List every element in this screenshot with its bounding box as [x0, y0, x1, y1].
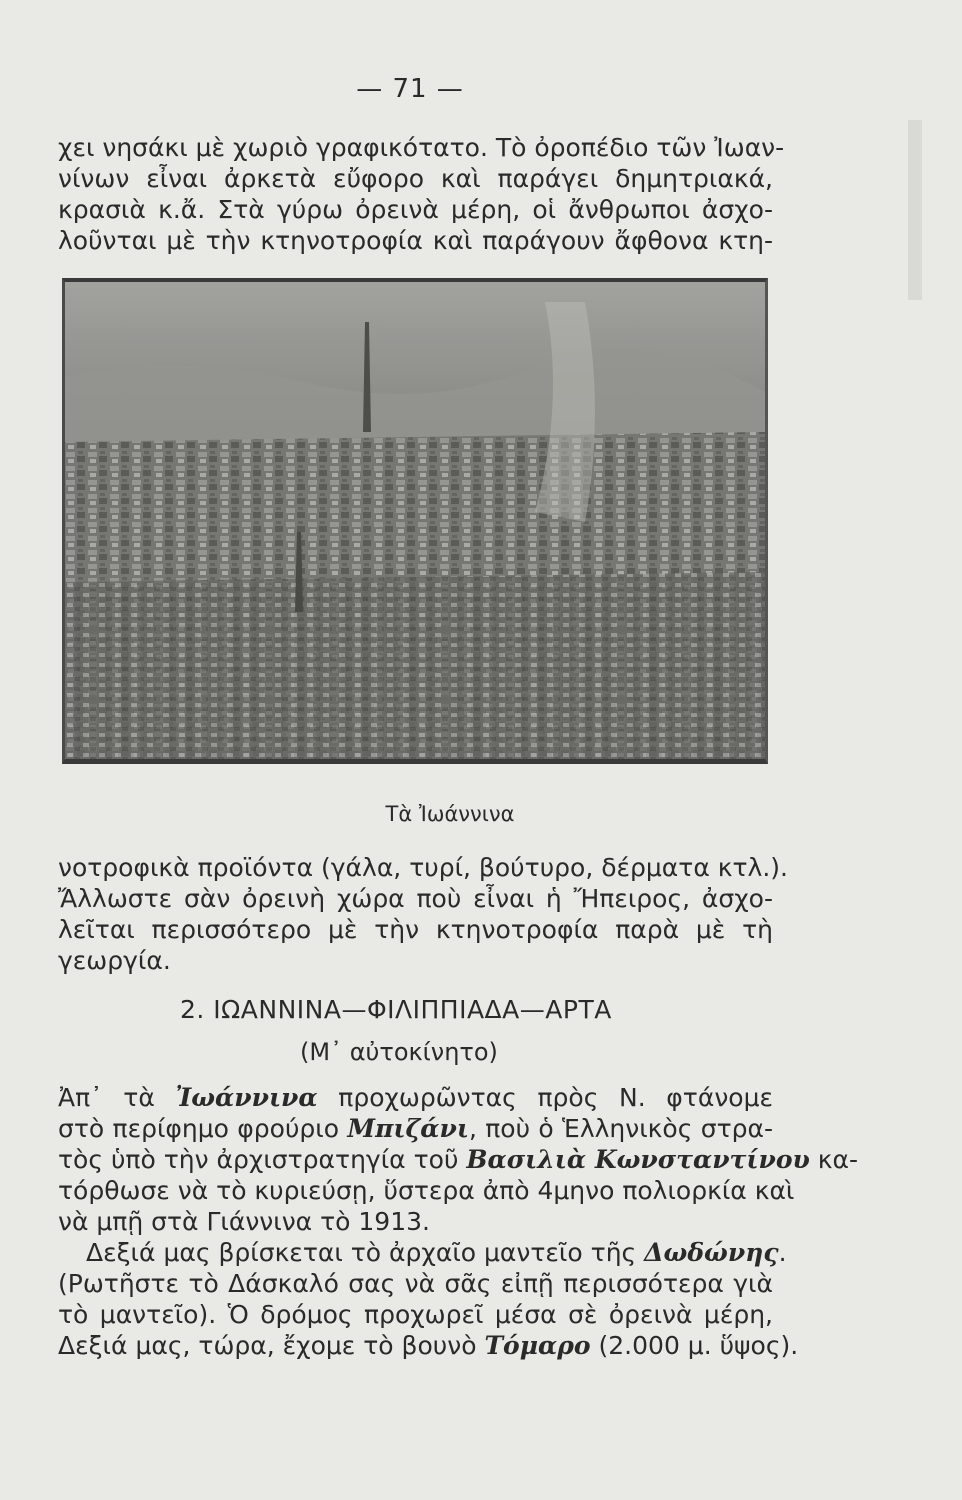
text-line: νοτροφικὰ προϊόντα (γάλα, τυρί, βούτυρο, δέρματα κτλ.). — [58, 853, 788, 882]
text-run: κα- — [809, 1145, 859, 1174]
place-name-dodoni: Δωδώνης — [644, 1238, 779, 1267]
text-line — [58, 1082, 773, 1113]
text-line: λεῖται περισσότερο μὲ τὴν κτηνοτροφία παρὰ μὲ τὴ — [58, 915, 773, 944]
text-run: τὸς ὑπὸ τὴν ἀρχιστρατηγία τοῦ — [58, 1145, 467, 1174]
text-line: νίνων εἶναι ἀρκετὰ εὔφορο καὶ παράγει δημητριακά, — [58, 164, 773, 193]
text-line — [58, 1113, 773, 1144]
text-run: στὸ περίφημο φρούριο — [58, 1114, 348, 1143]
paragraph-bottom — [58, 1082, 859, 1361]
text-run: (2.000 μ. ὕψος). — [590, 1331, 799, 1360]
page-edge-shadow — [908, 120, 922, 300]
text-line — [58, 1144, 859, 1175]
text-line: τὸ μαντεῖο). Ὁ δρόμος προχωρεῖ μέσα σὲ ὀρεινὰ μέρη, — [58, 1300, 773, 1329]
text-line: νὰ μπῇ στὰ Γιάννινα τὸ 1913. — [58, 1207, 430, 1236]
text-line: τόρθωσε νὰ τὸ κυριεύσῃ, ὕστερα ἀπὸ 4μηνο πολιορκία καὶ — [58, 1176, 795, 1205]
text-line — [58, 1237, 787, 1268]
text-line: χει νησάκι μὲ χωριὸ γραφικότατο. Τὸ ὀροπέδιο τῶν Ἰωαν- — [58, 133, 785, 162]
text-line: (Ρωτῆστε τὸ Δάσκαλό σας νὰ σᾶς εἰπῇ περισσότερα γιὰ — [58, 1269, 773, 1298]
place-name-bizani: Μπιζάνι — [347, 1114, 469, 1143]
section-heading: 2. ΙΩΑΝΝΙΝΑ—ΦΙΛΙΠΠΙΑΔΑ—ΑΡΤΑ — [180, 995, 612, 1024]
text-line — [58, 1330, 799, 1361]
paragraph-middle — [58, 852, 788, 976]
paragraph-top — [58, 132, 785, 256]
city-photo-illustration — [65, 282, 765, 759]
text-run: Ἀπ᾽ τὰ — [58, 1083, 176, 1112]
text-line: Ἄλλωστε σὰν ὀρεινὴ χώρα ποὺ εἶναι ἡ Ἤπειρος, ἀσχο- — [58, 884, 773, 913]
text-run: Δεξιά μας, τώρα, ἔχομε τὸ βουνὸ — [58, 1331, 485, 1360]
place-name-ioannina: Ἰωάννινα — [175, 1083, 318, 1112]
text-run: προχωρῶντας πρὸς Ν. φτάνομε — [317, 1083, 774, 1112]
photo-caption: Τὰ Ἰωάννινα — [385, 802, 515, 826]
mountain-name-tomaros: Τόμαρο — [484, 1331, 591, 1360]
text-run: , ποὺ ὁ Ἑλληνικὸς στρα- — [468, 1114, 773, 1143]
photo-ioannina — [62, 278, 768, 764]
text-run: Δεξιά μας βρίσκεται τὸ ἀρχαῖο μαντεῖο τῆς — [86, 1238, 645, 1267]
text-line: κρασιὰ κ.ἄ. Στὰ γύρω ὀρεινὰ μέρη, οἱ ἄνθρωποι ἀσχο- — [58, 195, 773, 224]
text-line: γεωργία. — [58, 946, 171, 975]
text-line: λοῦνται μὲ τὴν κτηνοτροφία καὶ παράγουν ἄφθονα κτη- — [58, 226, 773, 255]
text-run: . — [778, 1238, 787, 1267]
section-subheading: (Μ᾽ αὐτοκίνητο) — [300, 1038, 498, 1066]
page-number: — 71 — — [356, 74, 464, 104]
person-name-konstantinos: Βασιλιὰ Κωνσταντίνου — [466, 1145, 810, 1174]
